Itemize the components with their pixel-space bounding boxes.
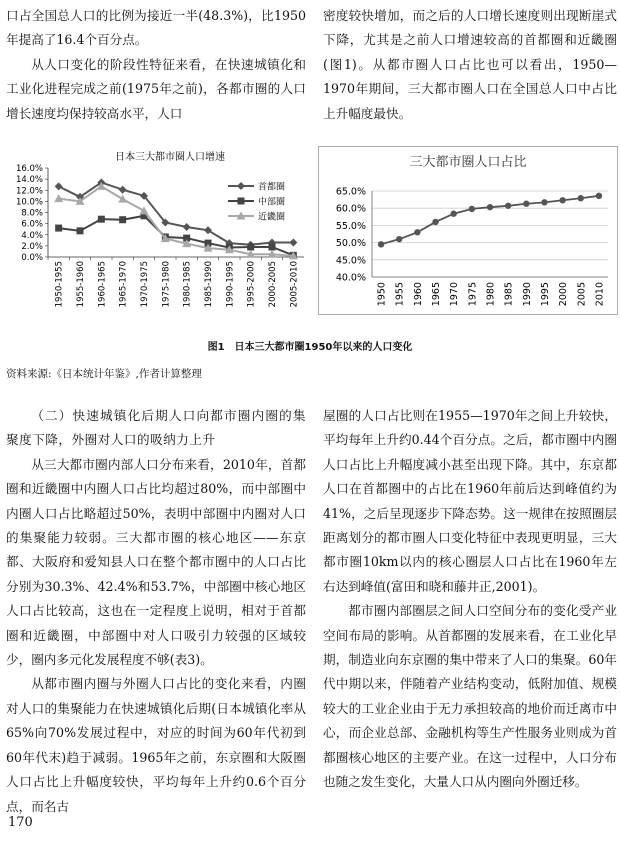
- left-column-bottom: [6, 404, 306, 819]
- data-point: [247, 243, 254, 250]
- x-tick-label: 2005-2010: [289, 261, 300, 308]
- data-point: [487, 204, 493, 210]
- x-tick-label: 1975: [467, 282, 479, 307]
- data-source-note: 资料来源:《日本统计年鉴》,作者计算整理: [6, 368, 202, 380]
- right-column-top: [323, 4, 617, 126]
- y-tick-label: 4.0%: [21, 230, 43, 241]
- y-tick-label: 0.0%: [21, 253, 43, 263]
- data-point: [98, 216, 105, 223]
- y-tick-label: 65.0%: [335, 186, 366, 198]
- y-tick-label: 40.0%: [335, 272, 366, 284]
- y-tick-label: 14.0%: [15, 175, 43, 186]
- figure-caption: 图1 日本三大都市圈1950年以来的人口变化: [207, 342, 413, 353]
- x-tick-label: 2010: [594, 282, 606, 307]
- data-point: [55, 182, 63, 190]
- x-tick-label: 2005: [576, 282, 588, 307]
- data-point: [450, 211, 456, 217]
- paragraph: 口占全国总人口的比例为接近一半(48.3%)，比1950年提高了16.4个百分点。: [6, 8, 306, 48]
- x-tick-label: 1985: [503, 282, 515, 307]
- data-point: [119, 186, 127, 194]
- x-tick-label: 1955-1960: [76, 261, 86, 308]
- y-tick-label: 10.0%: [15, 197, 43, 208]
- y-tick-label: 6.0%: [21, 219, 43, 230]
- data-point: [269, 243, 276, 250]
- chart-title: 日本三大都市圈人口增速: [115, 152, 225, 163]
- paragraph: 从三大都市圈内部人口分布来看，2010年，首都圈和近畿圈中内圈人口占比均超过80%，而中部圈中内圈人口占比略超过50%，表明中部圈中内圈对人口的集聚能力较弱。三大都市圈的核心地区——东京都、大阪府和爱知县人口在整个都市圈中的人口占比分别为30.3%、42.4%和53.7%，中部圈中核心地区人口占比较高，这也在一定程度上说明，相对于首都圈和近畿圈，中部圈中对人口吸引力较强的区域较少，圈内多元化发展程度不够(表3)。: [6, 456, 306, 668]
- y-tick-label: 8.0%: [21, 208, 43, 219]
- data-point: [523, 201, 529, 207]
- y-tick-label: 12.0%: [15, 186, 43, 197]
- data-point: [55, 225, 62, 232]
- x-tick-label: 2000: [558, 282, 570, 307]
- y-tick-label: 60.0%: [335, 203, 366, 215]
- x-tick-label: 1950: [376, 282, 388, 307]
- x-tick-label: 1985-1990: [204, 261, 214, 308]
- y-tick-label: 55.0%: [335, 220, 366, 232]
- x-tick-label: 1950-1955: [54, 261, 65, 308]
- data-point: [77, 227, 84, 234]
- data-point: [237, 182, 245, 190]
- x-tick-label: 1995: [539, 282, 551, 307]
- left-column-top: [6, 4, 306, 126]
- paragraph: 从人口变化的阶段性特征来看，在快速城镇化和工业化进程完成之前(1975年之前)，各都市圈的人口增长速度均保持较高水平，人口: [6, 56, 306, 121]
- data-point: [378, 241, 384, 247]
- data-point: [118, 195, 127, 203]
- x-tick-label: 1995-2000: [246, 261, 257, 308]
- series-line: [381, 196, 599, 245]
- legend-label: 首都圈: [258, 182, 286, 193]
- right-column-bottom: [323, 404, 617, 795]
- legend-label: 中部圈: [258, 197, 286, 208]
- page-number: 170: [8, 815, 33, 830]
- data-point: [578, 195, 584, 201]
- paragraph: 密度较快增加，而之后的人口增长速度则出现断崖式下降，尤其是之前人口增速较高的首都圈和近畿圈(图1)。从都市圈人口占比也可以看出，1950—1970年期间，三大都市圈人口在全国总人口中占比上升幅度最快。: [323, 8, 617, 121]
- x-tick-label: 1970: [449, 282, 461, 307]
- x-tick-label: 1990: [521, 282, 533, 307]
- paragraph: 屋圈的人口占比则在1955—1970年之间上升较快，平均每年上升约0.44个百分点。之后，都市圈中内圈人口占比上升幅度减小甚至出现下降。其中，东京都人口在首都圈中的占比在1960年前后达到峰值约为41%，之后呈现逐步下降态势。这一规律在按照圈层距离划分的都市圈人口变化特征中表现更明显，三大都市圈10km以内的核心圈层人口占比在1960年左右达到峰值(富田和晓和藤井正,2001)。: [323, 408, 617, 594]
- data-point: [396, 236, 402, 242]
- x-tick-label: 1975-1980: [161, 261, 172, 308]
- data-point: [183, 223, 191, 231]
- y-tick-label: 2.0%: [21, 241, 43, 252]
- x-tick-label: 1980: [485, 282, 497, 307]
- y-tick-label: 45.0%: [335, 255, 366, 267]
- data-point: [119, 216, 126, 223]
- x-tick-label: 1980-1985: [182, 261, 193, 308]
- y-tick-label: 50.0%: [335, 238, 366, 250]
- data-point: [414, 229, 420, 235]
- chart-title: 三大都市圈人口占比: [409, 155, 527, 170]
- x-tick-label: 1965-1970: [118, 261, 129, 308]
- population-growth-chart: [2, 146, 314, 336]
- data-point: [140, 206, 149, 214]
- section-heading: （二）快速城镇化后期人口向都市圈内圈的集聚度下降，外圈对人口的吸纳力上升: [6, 408, 306, 448]
- paragraph: 都市圈内部圈层之间人口空间分布的变化受产业空间布局的影响。从首都圈的发展来看，在工业化早期，制造业向东京圈的集中带来了人口的集聚。60年代中期以来，伴随着产业结构变动，低附加值、规模较大的工业企业由于无力承担较高的地价而迁离市中心，而企业总部、金融机构等生产性服务业则成为首都圈核心地区的主要产业。在这一过程中，人口分布也随之发生变化，大量人口从内圈向外圈迁移。: [323, 603, 617, 790]
- y-tick-label: 16.0%: [15, 164, 43, 174]
- x-tick-label: 1960-1965: [97, 261, 108, 308]
- data-point: [559, 197, 565, 203]
- data-point: [238, 198, 245, 205]
- data-point: [289, 239, 297, 247]
- population-share-chart: [318, 146, 618, 336]
- x-tick-label: 2000-2005: [268, 261, 278, 308]
- legend-label: 近畿圈: [258, 212, 286, 223]
- data-point: [541, 199, 547, 205]
- x-tick-label: 1965: [431, 282, 443, 307]
- data-point: [432, 219, 438, 225]
- x-tick-label: 1990-1995: [225, 261, 236, 308]
- paragraph: 从都市圈内圈与外圈人口占比的变化来看，内圈对人口的集聚能力在快速城镇化后期(日本城镇化率从65%向70%发展过程中，对应的时间为60年代初到60年代末)趋于减弱。1965年之前，东京圈和大阪圈人口占比上升幅度较快，平均每年上升约0.6个百分点，而名古: [6, 676, 306, 814]
- x-tick-label: 1955: [394, 282, 406, 307]
- data-point: [596, 193, 602, 199]
- data-point: [505, 203, 511, 209]
- x-tick-label: 1960: [412, 282, 424, 307]
- x-tick-label: 1970-1975: [140, 261, 150, 308]
- data-point: [469, 206, 475, 212]
